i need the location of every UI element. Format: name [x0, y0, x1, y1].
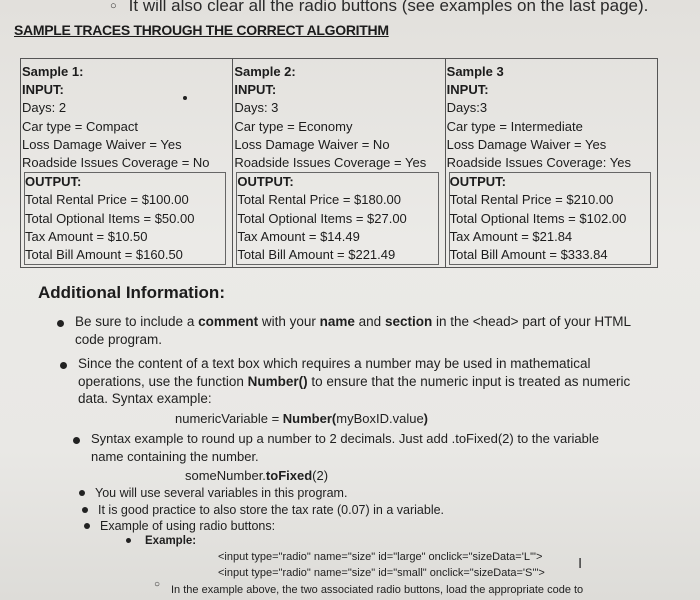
sample-title: Sample 2: [234, 64, 296, 79]
input-label: INPUT: [446, 82, 489, 98]
code-radio-small: <input type="radio" name="size" id="small" onclick="sizeData='S'"> [218, 567, 545, 579]
rental-price: Total Rental Price = $100.00 [25, 192, 189, 208]
bullet-tofixed [91, 430, 681, 465]
b2-line2-pre: operations, use the function [78, 373, 248, 389]
b1-comment: comment [198, 314, 259, 329]
code1-arg: myBoxID.value [336, 411, 424, 426]
samples-table [20, 58, 658, 268]
bullet-icon [60, 362, 67, 369]
hollow-bullet-icon: ○ [154, 579, 161, 590]
b1-line2: code program. [75, 331, 163, 347]
car-type-value: Car type = Economy [234, 118, 353, 134]
code-radio-large: <input type="radio" name="size" id="large" onclick="sizeData='L'"> [218, 551, 543, 563]
hollow-bullet-icon: ○ [110, 0, 117, 12]
sample-title: Sample 3 [446, 64, 504, 79]
rental-price: Total Rental Price = $180.00 [237, 192, 402, 208]
sample-3-cell [445, 59, 657, 268]
output-label: OUTPUT: [25, 174, 82, 190]
roadside-value: Roadside Issues Coverage: Yes [446, 155, 631, 171]
b1-and: and [354, 314, 385, 329]
b1-mid: with your [258, 314, 320, 329]
code-example-tofixed [185, 468, 328, 483]
days-value: Days:3 [446, 100, 488, 116]
output-block [236, 172, 438, 265]
b1-section: section [384, 314, 433, 329]
optional-items: Total Optional Items = $50.00 [25, 210, 195, 226]
text-cursor-icon: I [578, 555, 583, 572]
code2-post: (2) [312, 468, 329, 483]
roadside-value: Roadside Issues Coverage = Yes [234, 155, 427, 171]
days-value: Days: 2 [22, 100, 67, 116]
code2-func: toFixed [265, 468, 313, 483]
b1-name: name [319, 314, 355, 329]
ldw-value: Loss Damage Waiver = Yes [22, 136, 182, 152]
sample-1-cell [21, 59, 233, 268]
b1-post: in the <head> part of your HTML [432, 314, 632, 329]
b3-line2: name containing the number. [91, 448, 259, 464]
code1-pre: numericVariable = [175, 411, 283, 426]
output-label: OUTPUT: [449, 174, 506, 190]
tax-amount: Tax Amount = $21.84 [449, 228, 573, 244]
code-example-number [175, 411, 428, 426]
bullet-icon [57, 320, 64, 327]
square-bullet-icon [126, 538, 131, 543]
optional-items: Total Optional Items = $102.00 [449, 210, 627, 226]
roadside-value: Roadside Issues Coverage = No [22, 155, 210, 171]
code1-close: ) [423, 411, 429, 426]
last-line: In the example above, the two associated radio buttons, load the appropriate code to [171, 584, 584, 596]
bullet-number [78, 355, 678, 408]
top-note-text: It will also clear all the radio buttons (see examples on the last page). [128, 0, 649, 15]
bullet-radio: Example of using radio buttons: [100, 519, 276, 533]
b2-func: Number() [247, 373, 308, 389]
tax-amount: Tax Amount = $10.50 [25, 228, 148, 244]
bill-amount: Total Bill Amount = $160.50 [25, 247, 183, 263]
b2-line1: Since the content of a text box which requires a number may be used in mathematical [78, 356, 591, 371]
rental-price: Total Rental Price = $210.00 [449, 192, 614, 208]
days-value: Days: 3 [234, 100, 279, 116]
bullet-variables: You will use several variables in this program. [95, 486, 348, 500]
b3-line1: Syntax example to round up a number to 2 decimals. Just add .toFixed(2) to the variable [91, 431, 599, 446]
bullet-icon [82, 507, 88, 513]
bullet-icon [79, 490, 85, 496]
bill-amount: Total Bill Amount = $221.49 [237, 247, 396, 263]
car-type-value: Car type = Intermediate [446, 118, 583, 134]
car-type-value: Car type = Compact [22, 118, 138, 134]
section-heading: SAMPLE TRACES THROUGH THE CORRECT ALGORITHM [14, 22, 389, 38]
optional-items: Total Optional Items = $27.00 [237, 210, 407, 226]
bullet-comment [75, 313, 675, 348]
output-block [24, 172, 226, 265]
code2-pre: someNumber. [185, 468, 266, 483]
output-block [449, 172, 651, 265]
bill-amount: Total Bill Amount = $333.84 [449, 247, 608, 263]
sample-2-cell [233, 59, 445, 268]
input-label: INPUT: [234, 82, 277, 98]
sample-title: Sample 1: [22, 64, 84, 79]
output-label: OUTPUT: [237, 174, 294, 190]
sub-example-label: Example: [145, 535, 197, 547]
bullet-icon [84, 523, 90, 529]
ldw-value: Loss Damage Waiver = Yes [446, 136, 607, 152]
additional-info-title: Additional Information: [38, 283, 225, 302]
bullet-tax-rate: It is good practice to also store the tax rate (0.07) in a variable. [98, 503, 445, 517]
tax-amount: Tax Amount = $14.49 [237, 228, 360, 244]
b2-line2-post: to ensure that the numeric input is treated as numeric [307, 373, 631, 389]
code1-func: Number( [282, 411, 337, 426]
ldw-value: Loss Damage Waiver = No [234, 136, 390, 152]
b1-pre: Be sure to include a [75, 314, 199, 329]
bullet-icon [73, 437, 80, 444]
b2-line3: data. Syntax example: [78, 391, 212, 406]
input-label: INPUT: [22, 82, 64, 98]
top-note [110, 0, 648, 16]
